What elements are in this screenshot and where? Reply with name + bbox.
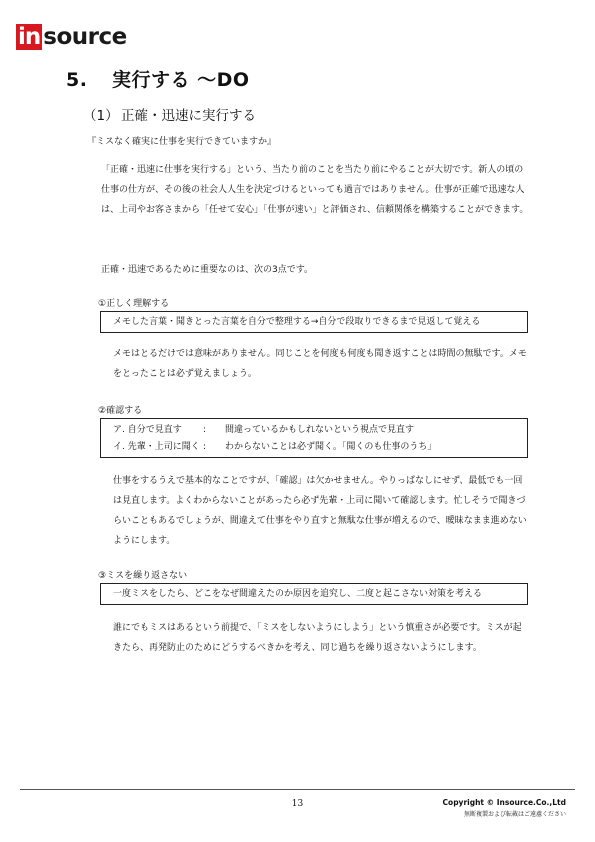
page-number: 13 bbox=[291, 799, 304, 809]
point2-row-2-text: わからないことは必ず聞く。「聞くのも仕事のうち」 bbox=[225, 442, 437, 452]
section-number: 5. bbox=[66, 69, 88, 91]
insource-logo bbox=[16, 24, 127, 50]
section-heading bbox=[66, 65, 250, 92]
point2-row-1 bbox=[113, 422, 527, 439]
point2-heading: ②確認する bbox=[98, 406, 143, 416]
logo-in-mark: in bbox=[18, 24, 41, 50]
point2-row-2-sep: : bbox=[203, 442, 207, 452]
subsection-heading bbox=[83, 104, 256, 124]
point2-row-1-text: 間違っているかもしれないという視点で見直す bbox=[225, 425, 415, 435]
point1-body: メモはとるだけでは意味がありません。同じことを何度も何度も聞き返すことは時間の無駄です。メモをとったことは必ず覚えましょう。 bbox=[113, 349, 527, 379]
subsection-number: （1） bbox=[83, 108, 119, 124]
point2-body: 仕事をするうえで基本的なことですが、「確認」は欠かせません。やりっぱなしにせず、最低でも一回は見直します。よくわからないことがあったら必ず先輩・上司に聞いて確認します。忙しそうで聞きづらいこともあるでしょうが、間違えて仕事をやり直すと無駄な仕事が増えるので、曖昧なまま進めないようにします。 bbox=[113, 476, 527, 546]
points-intro: 正確・迅速であるために重要なのは、次の3点です。 bbox=[101, 265, 314, 275]
subsection-title: 正確・迅速に実行する bbox=[121, 108, 256, 124]
section-title: 実行する ～DO bbox=[112, 69, 250, 91]
footer-divider bbox=[20, 789, 575, 790]
copyright-text: Copyright © Insource.Co.,Ltd bbox=[442, 798, 566, 807]
point2-row-2-label: イ. 先輩・上司に聞く bbox=[113, 442, 200, 452]
intro-paragraph: 「正確・迅速に仕事を実行する」という、当たり前のことを当たり前にやることが大切です。新人の頃の仕事の仕方が、その後の社会人人生を決定づけるといっても過言ではありません。仕事が正確で迅速な人は、上司やお客さまから「任せて安心」「仕事が速い」と評価され、信頼関係を構築することができます。 bbox=[101, 165, 529, 215]
point3-body: 誰にでもミスはあるという前提で、「ミスをしないようにしよう」という慎重さが必要です。ミスが起きたら、再発防止のためにどうするべきかを考え、同じ過ちを繰り返さないようにします。 bbox=[113, 623, 522, 653]
point3-heading: ③ミスを繰り返さない bbox=[98, 571, 188, 581]
logo-source-text: source bbox=[43, 24, 127, 50]
point1-heading: ①正しく理解する bbox=[98, 299, 170, 309]
guiding-question: 『ミスなく確実に仕事を実行できていますか』 bbox=[87, 137, 277, 147]
point2-row-1-label: ア. 自分で見直す bbox=[113, 425, 182, 435]
reproduction-notice: 無断複製および転載はご遠慮ください bbox=[463, 811, 566, 818]
point2-row-1-sep: : bbox=[203, 425, 207, 435]
point1-box bbox=[100, 311, 528, 333]
point1-box-text: メモした言葉・聞きとった言葉を自分で整理する→自分で段取りできるまで見返して覚える bbox=[113, 317, 481, 327]
point2-box bbox=[100, 418, 528, 458]
point3-box bbox=[100, 583, 528, 605]
point2-row-2 bbox=[113, 439, 527, 456]
point3-box-text: 一度ミスをしたら、どこをなぜ間違えたのか原因を追究し、二度と起こさない対策を考える bbox=[113, 589, 483, 599]
